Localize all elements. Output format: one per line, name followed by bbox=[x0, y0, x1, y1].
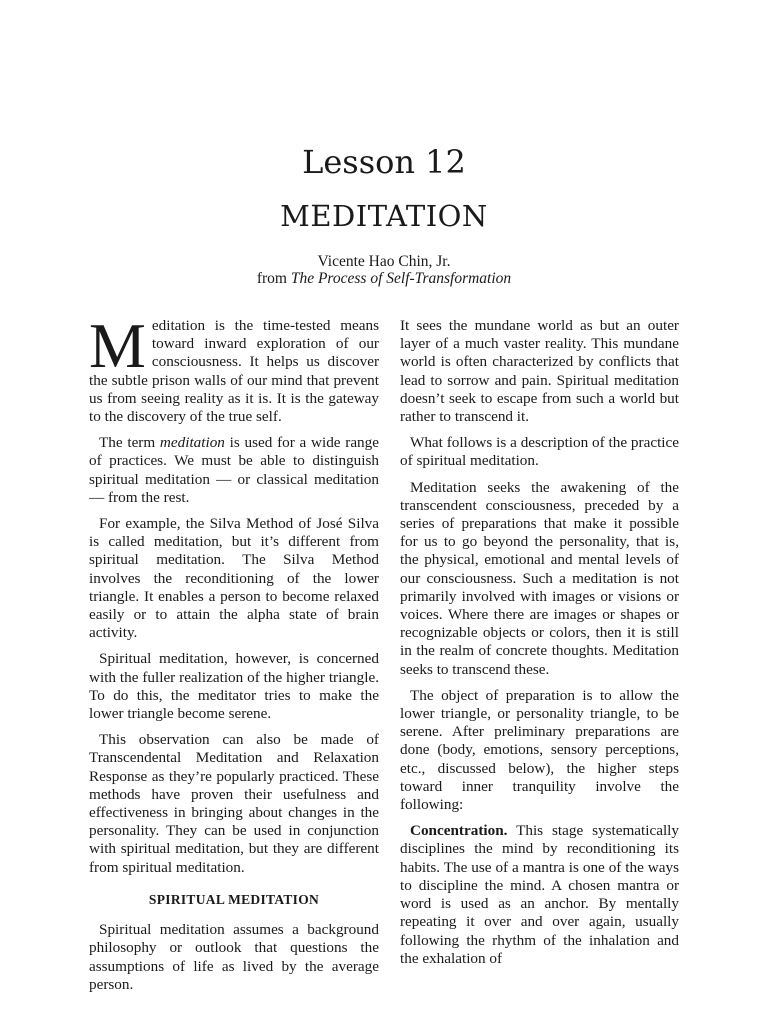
paragraph: This observation can also be made of Transcendental Meditation and Relaxation Response as they’re popularly practiced. These methods have proven their usefulness and effectiveness in bringing about changes in the personality. They can be used in conjunction with spiritual meditation, but they are different from spiritual meditation. bbox=[89, 731, 379, 876]
lesson-number: Lesson 12 bbox=[302, 143, 466, 181]
paragraph: The object of preparation is to allow the lower triangle, or personality triangle, to be serene. After preliminary preparations are done (body, emotions, sensory perceptions, etc., discussed below), the higher steps toward inner tranquility involve the following: bbox=[400, 686, 679, 814]
source-prefix: from bbox=[256, 270, 291, 287]
paragraph: It sees the mundane world as but an outer layer of a much vaster reality. This mundane world is often characterized by conflicts that lead to sorrow and pain. Spiritual meditation doesn’t seek to escape from such a world but rather to transcend it. bbox=[400, 317, 679, 426]
paragraph: Spiritual meditation, however, is concerned with the fuller realization of the higher triangle. To do this, the meditator tries to make the lower triangle become serene. bbox=[89, 650, 379, 723]
drop-cap: M bbox=[89, 310, 146, 381]
paragraph-text: editation is the time-tested means toward inward exploration of our consciousness. It helps us discover the subtle prison walls of our mind that prevent us from seeing reality as it is. It is the gateway to the discovery of the true self. bbox=[89, 317, 379, 426]
paragraph: Meditation seeks the awakening of the transcendent consciousness, preceded by a series of preparations that make it possible for us to go beyond the personality, that is, the physical, emotional and mental levels of our consciousness. Such a meditation is not primarily involved with images or visions or voices. Where there are images or shapes or recognizable objects or colors, then it is still in the realm of concrete thoughts. Meditation seeks to transcend these. bbox=[400, 478, 679, 678]
paragraph: For example, the Silva Method of José Silva is called meditation, but it’s different from spiritual meditation. The Silva Method involves the reconditioning of the lower triangle. It enables a person to become relaxed easily or to attain the alpha state of brain activity. bbox=[89, 515, 379, 642]
left-column bbox=[89, 310, 379, 1002]
paragraph-text: The term bbox=[99, 434, 160, 452]
page-title: MEDITATION bbox=[280, 199, 488, 233]
section-heading: SPIRITUAL MEDITATION bbox=[148, 891, 320, 907]
paragraph bbox=[400, 822, 679, 968]
paragraph-text: This stage systematically disciplines the mind by reconditioning its habits. The use of a mantra is one of the ways to discipline the mind. A chosen mantra or word is used as an anchor. By mentally repeating it over and over again, usually following the rhythm of the inhalation and the exhalation of bbox=[400, 822, 679, 967]
paragraph bbox=[89, 434, 379, 507]
paragraph-text: is used for a wide range of practices. We must be able to distinguish spiritual meditation — or classical meditation — from the rest. bbox=[89, 434, 379, 506]
paragraph: Spiritual meditation assumes a background philosophy or outlook that questions the assumptions of life as lived by the average person. bbox=[89, 921, 379, 993]
source-line bbox=[0, 270, 768, 288]
emphasis-term: meditation bbox=[159, 434, 225, 452]
run-in-heading: Concentration. bbox=[410, 822, 508, 840]
right-column bbox=[400, 317, 679, 976]
source-title: The Process of Self-Transformation bbox=[290, 270, 512, 287]
author-line: Vicente Hao Chin, Jr. bbox=[317, 253, 451, 270]
paragraph bbox=[89, 310, 379, 426]
paragraph: What follows is a description of the practice of spiritual meditation. bbox=[400, 434, 679, 470]
